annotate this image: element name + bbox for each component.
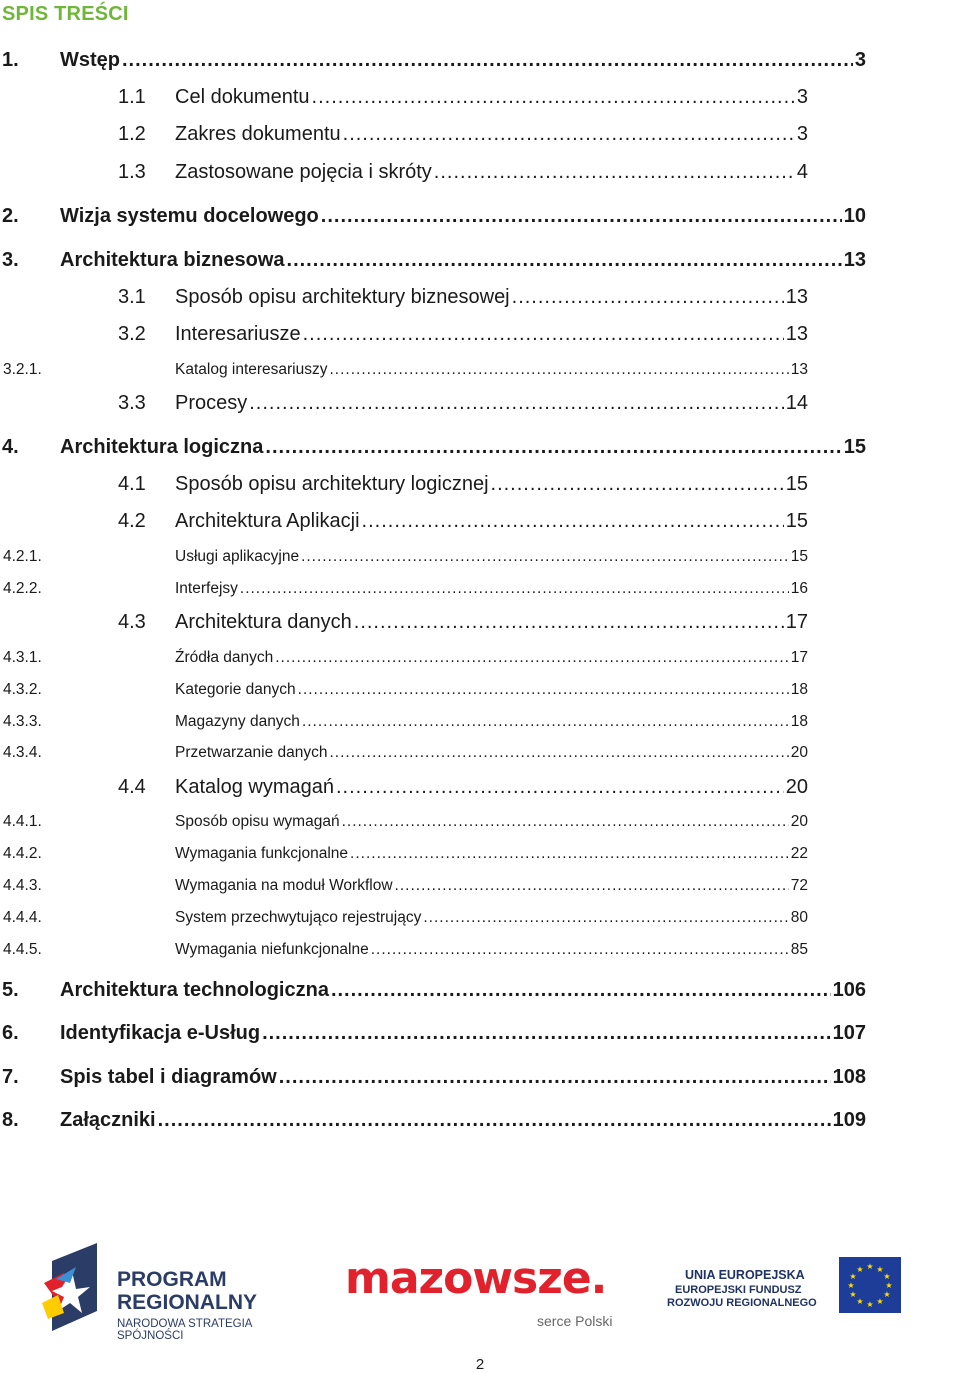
toc-text: Architektura Aplikacji	[175, 510, 360, 532]
toc-page: 13	[785, 286, 808, 308]
svg-text:★: ★	[847, 1281, 855, 1290]
toc-entry[interactable]	[118, 510, 808, 533]
toc-page: 16	[790, 580, 808, 597]
toc-leader	[275, 649, 789, 667]
svg-text:★: ★	[885, 1281, 893, 1290]
toc-text: Załączniki	[60, 1109, 156, 1131]
footer-logos	[0, 1235, 960, 1342]
eu-flag-icon	[839, 1257, 901, 1313]
toc-leader	[265, 436, 841, 459]
toc-text: Katalog interesariuszy	[175, 361, 328, 378]
toc-page: 17	[790, 649, 808, 666]
toc-entry[interactable]	[2, 979, 866, 1002]
toc-page: 15	[790, 548, 808, 565]
toc-leader	[491, 473, 784, 496]
toc-text: Wymagania funkcjonalne	[175, 845, 349, 862]
toc-entry[interactable]	[118, 161, 808, 184]
toc-text: Architektura biznesowa	[60, 249, 285, 271]
toc-number: 4.3.1.	[3, 649, 42, 666]
toc-page: 20	[790, 813, 808, 830]
toc-number: 4.2.2.	[3, 580, 42, 597]
toc-number: 4.4.2.	[3, 845, 42, 862]
toc-text: Identyfikacja e-Usług	[60, 1022, 261, 1044]
toc-page: 15	[843, 436, 866, 458]
toc-text: Wymagania na moduł Workflow	[175, 877, 393, 894]
eu-line2: EUROPEJSKI FUNDUSZ	[675, 1284, 802, 1296]
toc-page: 13	[785, 323, 808, 345]
toc-entry[interactable]	[118, 776, 808, 799]
toc-page: 14	[785, 392, 808, 414]
toc-entry[interactable]	[3, 548, 808, 566]
svg-text:★: ★	[856, 1297, 864, 1306]
toc-leader	[301, 548, 789, 566]
toc-page: 80	[790, 909, 808, 926]
program-line2: REGIONALNY	[117, 1291, 258, 1314]
toc-number: 4.2	[118, 510, 146, 532]
svg-text:★: ★	[866, 1262, 874, 1271]
eu-line3: ROZWOJU REGIONALNEGO	[667, 1297, 817, 1309]
toc-text: Interfejsy	[175, 580, 238, 597]
toc-entry[interactable]	[3, 649, 808, 667]
toc-entry[interactable]	[2, 49, 866, 72]
toc-leader	[321, 205, 842, 228]
svg-text:★: ★	[856, 1265, 864, 1274]
toc-leader	[262, 1022, 831, 1045]
toc-text: Wymagania niefunkcjonalne	[175, 941, 369, 958]
toc-leader	[343, 123, 795, 146]
toc-number: 1.1	[118, 86, 146, 108]
toc-text: Interesariusze	[175, 323, 301, 345]
toc-leader	[350, 845, 789, 863]
toc-leader	[342, 813, 789, 831]
mazowsze-tagline: serce Polski	[537, 1313, 613, 1329]
toc-number: 4.4.4.	[3, 909, 42, 926]
toc-leader	[302, 713, 789, 731]
toc-text: Procesy	[175, 392, 248, 414]
toc-text: Sposób opisu architektury logicznej	[175, 473, 489, 495]
toc-text: Źródła danych	[175, 649, 274, 666]
toc-text: Katalog wymagań	[175, 776, 334, 798]
toc-page: 3	[854, 49, 866, 71]
toc-entry[interactable]	[2, 249, 866, 272]
toc-number: 3.3	[118, 392, 146, 414]
toc-number: 3.	[2, 249, 19, 271]
toc-entry[interactable]	[2, 1022, 866, 1045]
program-line3: NARODOWA STRATEGIA SPÓJNOŚCI	[117, 1318, 252, 1342]
star-flag-icon	[42, 1243, 102, 1331]
toc-text: System przechwytująco rejestrujący	[175, 909, 422, 926]
toc-number: 4.2.1.	[3, 548, 42, 565]
toc-number: 4.3.3.	[3, 713, 42, 730]
toc-page: 85	[790, 941, 808, 958]
toc-leader	[331, 979, 831, 1002]
toc-number: 6.	[2, 1022, 19, 1044]
toc-number: 3.2	[118, 323, 146, 345]
toc-leader	[371, 941, 789, 959]
eu-line1: UNIA EUROPEJSKA	[685, 1268, 805, 1282]
toc-page: 20	[790, 744, 808, 761]
toc-leader	[249, 392, 784, 415]
toc-number: 8.	[2, 1109, 19, 1131]
svg-text:★: ★	[883, 1272, 891, 1281]
toc-leader	[240, 580, 789, 598]
toc-page: 109	[832, 1109, 866, 1131]
toc-text: Wstęp	[60, 49, 120, 71]
svg-text:★: ★	[876, 1265, 884, 1274]
toc-leader	[434, 161, 795, 184]
toc-number: 4.4	[118, 776, 146, 798]
mazowsze-logo	[345, 1253, 625, 1333]
toc-entry[interactable]	[3, 681, 808, 699]
toc-page: 72	[790, 877, 808, 894]
toc-page: 3	[796, 86, 808, 108]
toc-text: Architektura technologiczna	[60, 979, 329, 1001]
toc-title: SPIS TREŚCI	[2, 3, 129, 25]
toc-leader	[298, 681, 789, 699]
svg-text:★: ★	[849, 1272, 857, 1281]
toc-text: Architektura danych	[175, 611, 352, 633]
toc-page: 22	[790, 845, 808, 862]
toc-number: 4.	[2, 436, 19, 458]
toc-text: Cel dokumentu	[175, 86, 310, 108]
toc-text: Magazyny danych	[175, 713, 300, 730]
toc-entry[interactable]	[3, 580, 808, 598]
toc-text: Sposób opisu wymagań	[175, 813, 340, 830]
toc-number: 3.1	[118, 286, 146, 308]
toc-entry[interactable]	[3, 877, 808, 895]
toc-entry[interactable]	[118, 286, 808, 309]
toc-page: 10	[843, 205, 866, 227]
program-line1: PROGRAM	[117, 1268, 227, 1291]
toc-leader	[512, 286, 784, 309]
toc-text: Spis tabel i diagramów	[60, 1066, 277, 1088]
toc-page: 18	[790, 681, 808, 698]
toc-leader	[395, 877, 789, 895]
eu-logo	[665, 1262, 905, 1325]
toc-number: 1.	[2, 49, 19, 71]
svg-text:★: ★	[849, 1290, 857, 1299]
toc-number: 4.1	[118, 473, 146, 495]
toc-leader	[122, 49, 853, 72]
toc-leader	[158, 1109, 831, 1132]
toc-number: 1.2	[118, 123, 146, 145]
toc-number: 4.4.1.	[3, 813, 42, 830]
toc-entry[interactable]	[3, 845, 808, 863]
toc-number: 4.3.2.	[3, 681, 42, 698]
toc-page: 4	[796, 161, 808, 183]
toc-leader	[330, 361, 789, 379]
toc-leader	[354, 611, 784, 634]
program-regionalny-logo	[42, 1243, 312, 1342]
toc-leader	[336, 776, 784, 799]
mazowsze-wordmark: mazowsze.	[345, 1253, 607, 1304]
toc-text: Architektura logiczna	[60, 436, 264, 458]
toc-text: Usługi aplikacyjne	[175, 548, 300, 565]
toc-number: 1.3	[118, 161, 146, 183]
toc-number: 4.3.4.	[3, 744, 42, 761]
toc-text: Zastosowane pojęcia i skróty	[175, 161, 432, 183]
toc-text: Zakres dokumentu	[175, 123, 341, 145]
toc-text: Wizja systemu docelowego	[60, 205, 319, 227]
toc-entry[interactable]	[118, 392, 808, 415]
toc-leader	[423, 909, 788, 927]
toc-entry[interactable]	[2, 436, 866, 459]
toc-entry[interactable]	[3, 713, 808, 731]
toc-number: 4.3	[118, 611, 146, 633]
svg-text:★: ★	[876, 1297, 884, 1306]
toc-number: 4.4.3.	[3, 877, 42, 894]
toc-entry[interactable]	[3, 909, 808, 927]
toc-page: 17	[785, 611, 808, 633]
toc-entry[interactable]	[2, 1066, 866, 1089]
toc-number: 2.	[2, 205, 19, 227]
toc-text: Sposób opisu architektury biznesowej	[175, 286, 510, 308]
toc-entry[interactable]	[118, 123, 808, 146]
toc-entry[interactable]	[118, 323, 808, 346]
svg-text:★: ★	[883, 1290, 891, 1299]
toc-entry[interactable]	[3, 813, 808, 831]
toc-leader	[279, 1066, 831, 1089]
toc-number: 7.	[2, 1066, 19, 1088]
toc-entry[interactable]	[3, 744, 808, 762]
toc-entry[interactable]	[2, 1109, 866, 1132]
toc-leader	[303, 323, 784, 346]
toc-leader	[330, 744, 789, 762]
toc-page: 107	[832, 1022, 866, 1044]
toc-page: 20	[785, 776, 808, 798]
toc-page: 106	[832, 979, 866, 1001]
toc-number: 4.4.5.	[3, 941, 42, 958]
toc-text: Kategorie danych	[175, 681, 296, 698]
toc-entry[interactable]	[2, 205, 866, 228]
toc-text: Przetwarzanie danych	[175, 744, 328, 761]
toc-page: 15	[785, 473, 808, 495]
toc-page: 15	[785, 510, 808, 532]
toc-leader	[362, 510, 784, 533]
toc-page: 13	[790, 361, 808, 378]
toc-number: 3.2.1.	[3, 361, 42, 378]
toc-entry[interactable]	[3, 361, 808, 379]
page-number: 2	[475, 1356, 485, 1373]
toc-leader	[312, 86, 795, 109]
toc-entry[interactable]	[118, 86, 808, 109]
toc-leader	[287, 249, 842, 272]
toc-page: 13	[843, 249, 866, 271]
toc-entry[interactable]	[118, 611, 808, 634]
toc-entry[interactable]	[3, 941, 808, 959]
toc-page: 18	[790, 713, 808, 730]
toc-page: 3	[796, 123, 808, 145]
toc-entry[interactable]	[118, 473, 808, 496]
toc-number: 5.	[2, 979, 19, 1001]
toc-page: 108	[832, 1066, 866, 1088]
svg-text:★: ★	[866, 1300, 874, 1309]
